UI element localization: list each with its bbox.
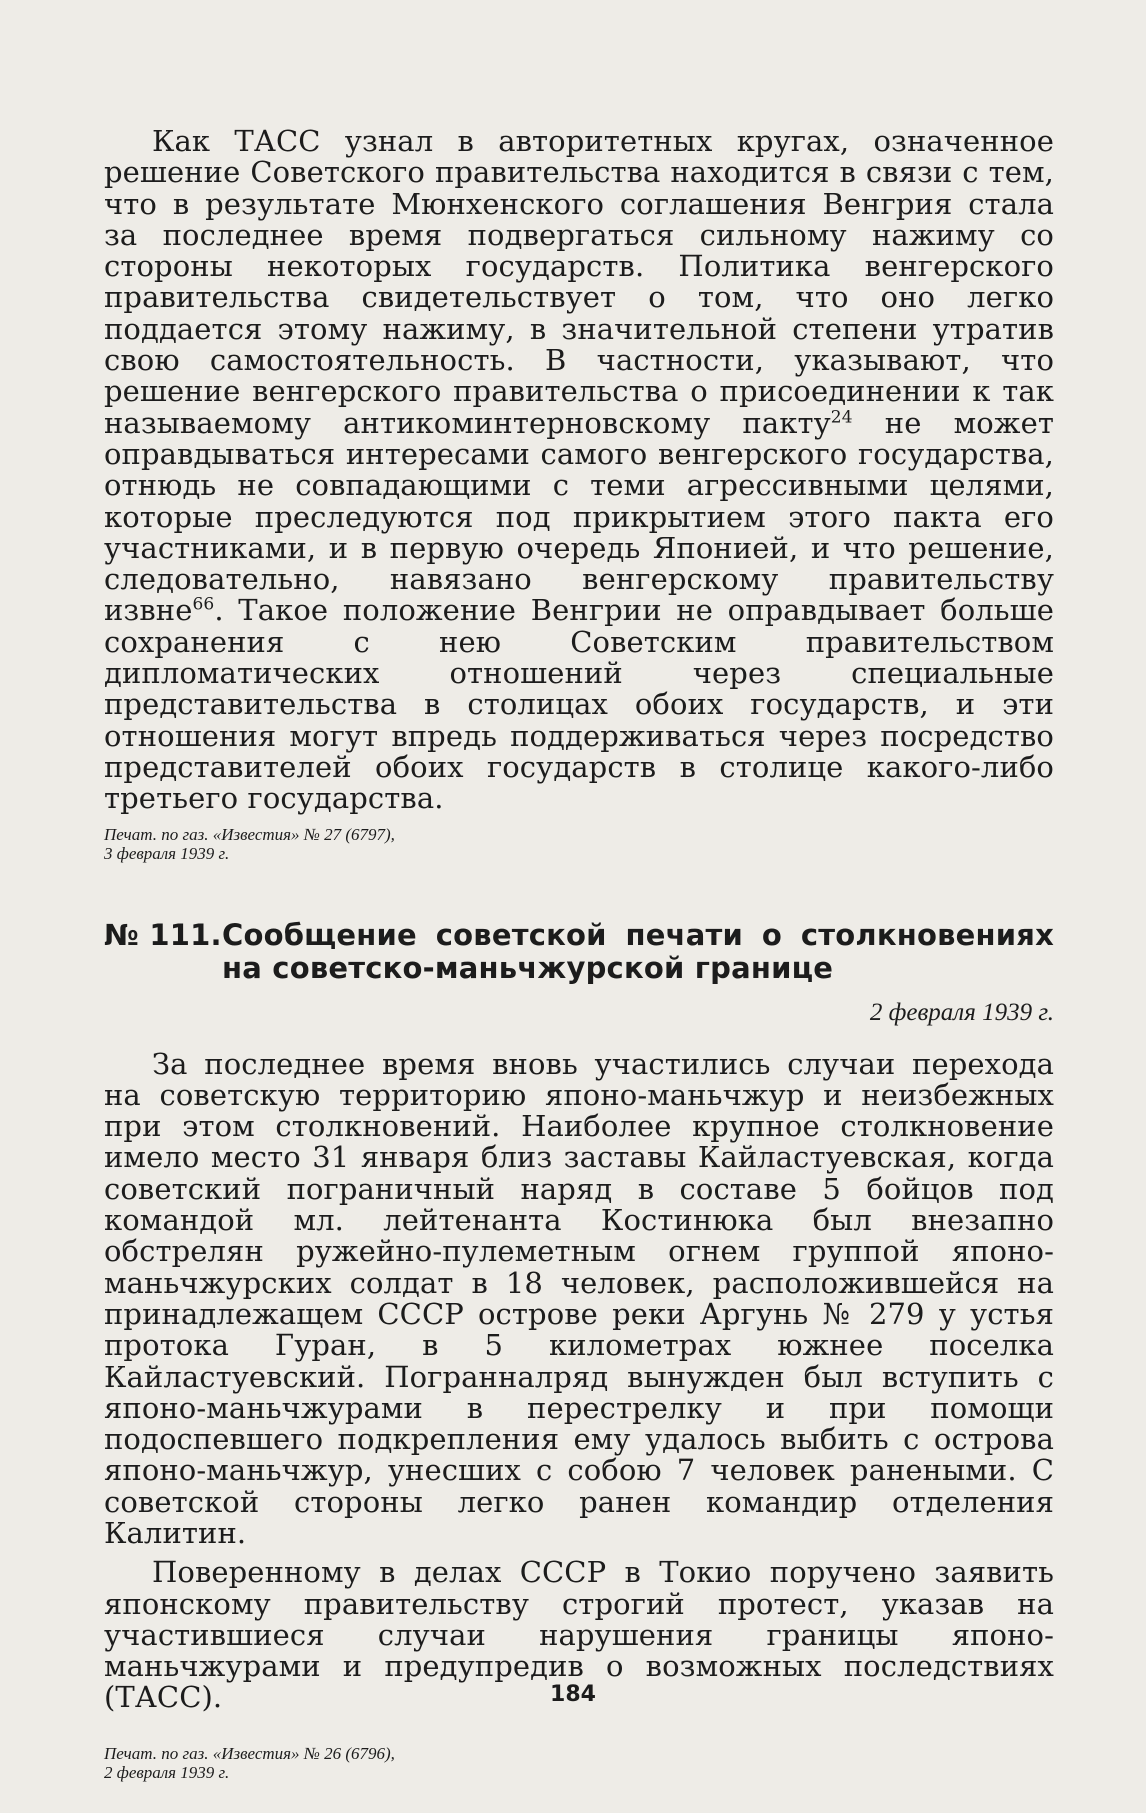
page-content — [104, 126, 1054, 1782]
source-line: Печат. по газ. «Известия» № 27 (6797), — [104, 824, 395, 844]
source-line: Печат. по газ. «Известия» № 26 (6796), — [104, 1743, 395, 1763]
body-paragraph: Поверенному в делах СССР в Токио поручено заявить японскому правительству строгий протест, указав на участившиеся случаи нарушения границы японо-маньчжурами и предупредив о возможных последствиях (ТАСС). — [104, 1555, 1054, 1715]
paragraph-text: не может оправдываться интересами самого венгерского государства, отнюдь не совпадающими с теми агрессивными целями, которые преследуются под прикрытием этого пакта его участниками, и в первую очередь Японией, и что решение, следовательно, навязано венгерскому правительству извне — [104, 405, 1054, 628]
document-heading — [104, 919, 1054, 985]
page-number: 184 — [550, 1682, 596, 1707]
document-number: № 111. — [104, 917, 222, 952]
footnote-ref: 24 — [830, 407, 853, 428]
source-citation — [104, 1744, 1054, 1782]
source-citation — [104, 825, 1054, 863]
body-paragraph: За последнее время вновь участились случаи перехода на советскую территорию японо-маньчжур и неизбежных при этом столкновений. Наиболее крупное столкновение имело место 31 января близ заставы Кайластуевская, когда советский пограничный наряд в составе 5 бойцов под командой мл. лейтенанта Костинюка был внезапно обстрелян ружейно-пулеметным огнем группой японо-маньчжурских солдат в 18 человек, расположившейся на принадлежащем СССР острове реки Аргунь № 279 у устья протока Гуран, в 5 километрах южнее поселка Кайластуевский. Погранналряд вынужден был вступить с японо-маньчжурами в перестрелку и при помощи подоспевшего подкрепления ему удалось выбить с острова японо-маньчжур, унесших с собою 7 человек ранеными. С советской стороны легко ранен командир отделения Калитин. — [104, 1046, 1054, 1550]
source-line: 3 февраля 1939 г. — [104, 843, 230, 863]
footnote-ref: 66 — [192, 594, 215, 615]
paragraph-text: . Такое положение Венгрии не оправдывает больше сохранения с нею Советским правительством дипломатических отношений через специальные представительства в столицах обоих государств, и эти отношения могут впредь поддерживаться через посредство представителей обоих государств в столице какого-либо третьего государства. — [104, 593, 1054, 816]
document-title: Сообщение советской печати о столкновениях на советско-маньчжурской границе — [222, 917, 1054, 985]
document-date: 2 февраля 1939 г. — [869, 998, 1054, 1026]
body-paragraph — [104, 126, 1054, 815]
paragraph-text: Как ТАСС узнал в авторитетных кругах, означенное решение Советского правительства находится в связи с тем, что в результате Мюнхенского соглашения Венгрия стала за последнее время подвергаться сильному нажиму со стороны некоторых государств. Политика венгерского правительства свидетельствует о том, что оно легко поддается этому нажиму, в значительной степени утратив свою самостоятельность. В частности, указывают, что решение венгерского правительства о присоединении к так называемому антикоминтерновскому пакту — [104, 124, 1054, 440]
source-line: 2 февраля 1939 г. — [104, 1762, 230, 1782]
